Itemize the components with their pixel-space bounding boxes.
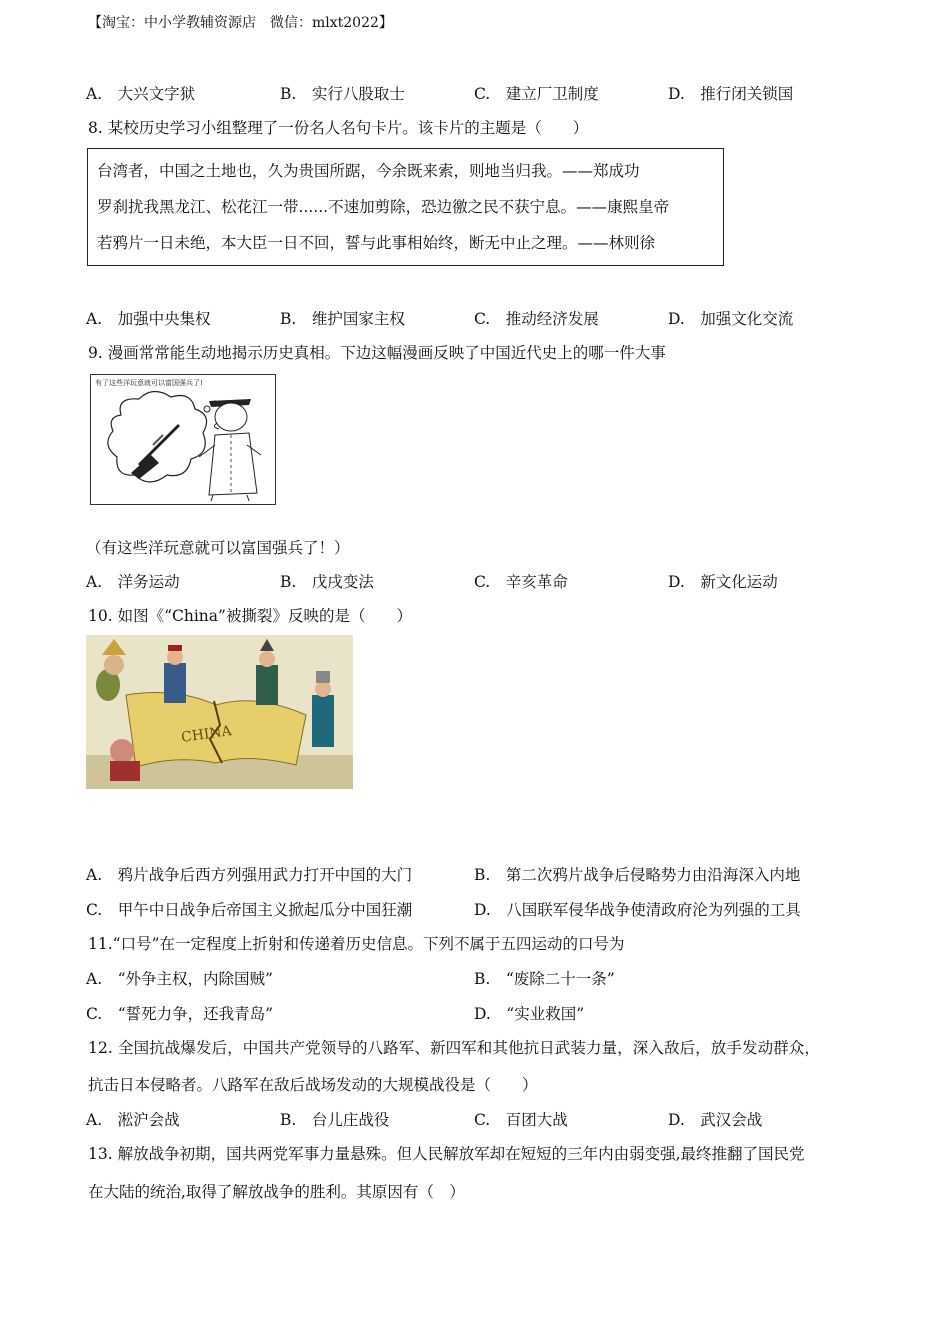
q9-cartoon-caption: 有了这些洋玩意就可以富国强兵了!	[95, 379, 203, 387]
q9-stem: 9. 漫画常常能生动地揭示历史真相。下边这幅漫画反映了中国近代史上的哪一件大事	[88, 344, 666, 362]
q9-options	[0, 570, 950, 592]
q12-option-c[interactable]: C. 百团大战	[474, 1111, 568, 1129]
page-header: 【淘宝：中小学教辅资源店 微信：mlxt2022】	[88, 15, 393, 31]
q9-caption: （有这些洋玩意就可以富国强兵了！）	[86, 539, 350, 557]
q10-option-b[interactable]: B. 第二次鸦片战争后侵略势力由沿海深入内地	[474, 866, 801, 884]
q10-option-a[interactable]: A. 鸦片战争后西方列强用武力打开中国的大门	[86, 866, 413, 884]
q8-quote-card	[87, 148, 724, 266]
q9-option-d[interactable]: D. 新文化运动	[668, 573, 778, 591]
q13-stem-line-1: 13. 解放战争初期，国共两党军事力量悬殊。但人民解放军却在短短的三年内由弱变强,最终推翻了国民党	[88, 1145, 805, 1163]
q8-option-c[interactable]: C. 推动经济发展	[474, 310, 599, 328]
q9-option-c[interactable]: C. 辛亥革命	[474, 573, 568, 591]
q7-option-c[interactable]: C. 建立厂卫制度	[474, 85, 599, 103]
q10-image-text: CHINA	[180, 723, 233, 746]
q8-option-b[interactable]: B. 维护国家主权	[280, 310, 405, 328]
q7-options	[0, 82, 950, 104]
q8-option-d[interactable]: D. 加强文化交流	[668, 310, 794, 328]
q8-stem: 8. 某校历史学习小组整理了一份名人名句卡片。该卡片的主题是（ ）	[88, 119, 589, 137]
q9-option-a[interactable]: A. 洋务运动	[86, 573, 180, 591]
q7-option-a[interactable]: A. 大兴文字狱	[86, 85, 196, 103]
q9-cartoon-drawing	[91, 375, 274, 503]
q11-option-b[interactable]: B. “废除二十一条”	[474, 970, 615, 988]
q12-stem-line-1: 12. 全国抗战爆发后，中国共产党领导的八路军、新四军和其他抗日武装力量，深入敌后，放手发动群众，	[88, 1039, 820, 1057]
q11-option-d[interactable]: D. “实业救国”	[474, 1005, 585, 1023]
q11-option-c[interactable]: C. “誓死力争，还我青岛”	[86, 1005, 274, 1023]
q7-option-d[interactable]: D. 推行闭关锁国	[668, 85, 794, 103]
q8-card-line-3: 若鸦片一日未绝，本大臣一日不回，誓与此事相始终，断无中止之理。——林则徐	[97, 234, 656, 252]
q13-stem-line-2: 在大陆的统治,取得了解放战争的胜利。其原因有（ ）	[88, 1183, 465, 1201]
q9-option-b[interactable]: B. 戊戌变法	[280, 573, 374, 591]
q11-option-a[interactable]: A. “外争主权，内除国贼”	[86, 970, 273, 988]
q8-card-line-1: 台湾者，中国之土地也，久为贵国所踞，今余既来索，则地当归我。——郑成功	[97, 162, 640, 180]
q8-options	[0, 307, 950, 329]
q12-option-b[interactable]: B. 台儿庄战役	[280, 1111, 390, 1129]
q10-china-torn-image	[86, 635, 353, 789]
q10-stem: 10. 如图《“China”被撕裂》反映的是（ ）	[88, 607, 412, 625]
q8-option-a[interactable]: A. 加强中央集权	[86, 310, 211, 328]
q11-stem: 11.“口号”在一定程度上折射和传递着历史信息。下列不属于五四运动的口号为	[88, 935, 625, 953]
q10-cartoon-drawing	[86, 635, 353, 789]
q12-option-d[interactable]: D. 武汉会战	[668, 1111, 763, 1129]
q9-cartoon-image	[90, 374, 276, 505]
q12-stem-line-2: 抗击日本侵略者。八路军在敌后战场发动的大规模战役是（ ）	[88, 1076, 538, 1094]
q8-card-line-2: 罗刹扰我黑龙江、松花江一带......不速加剪除，恐边徼之民不获宁息。——康熙皇帝	[97, 198, 670, 216]
q10-option-d[interactable]: D. 八国联军侵华战争使清政府沦为列强的工具	[474, 901, 801, 919]
q10-option-c[interactable]: C. 甲午中日战争后帝国主义掀起瓜分中国狂潮	[86, 901, 413, 919]
q7-option-b[interactable]: B. 实行八股取士	[280, 85, 405, 103]
q12-options	[0, 1108, 950, 1130]
q12-option-a[interactable]: A. 淞沪会战	[86, 1111, 180, 1129]
